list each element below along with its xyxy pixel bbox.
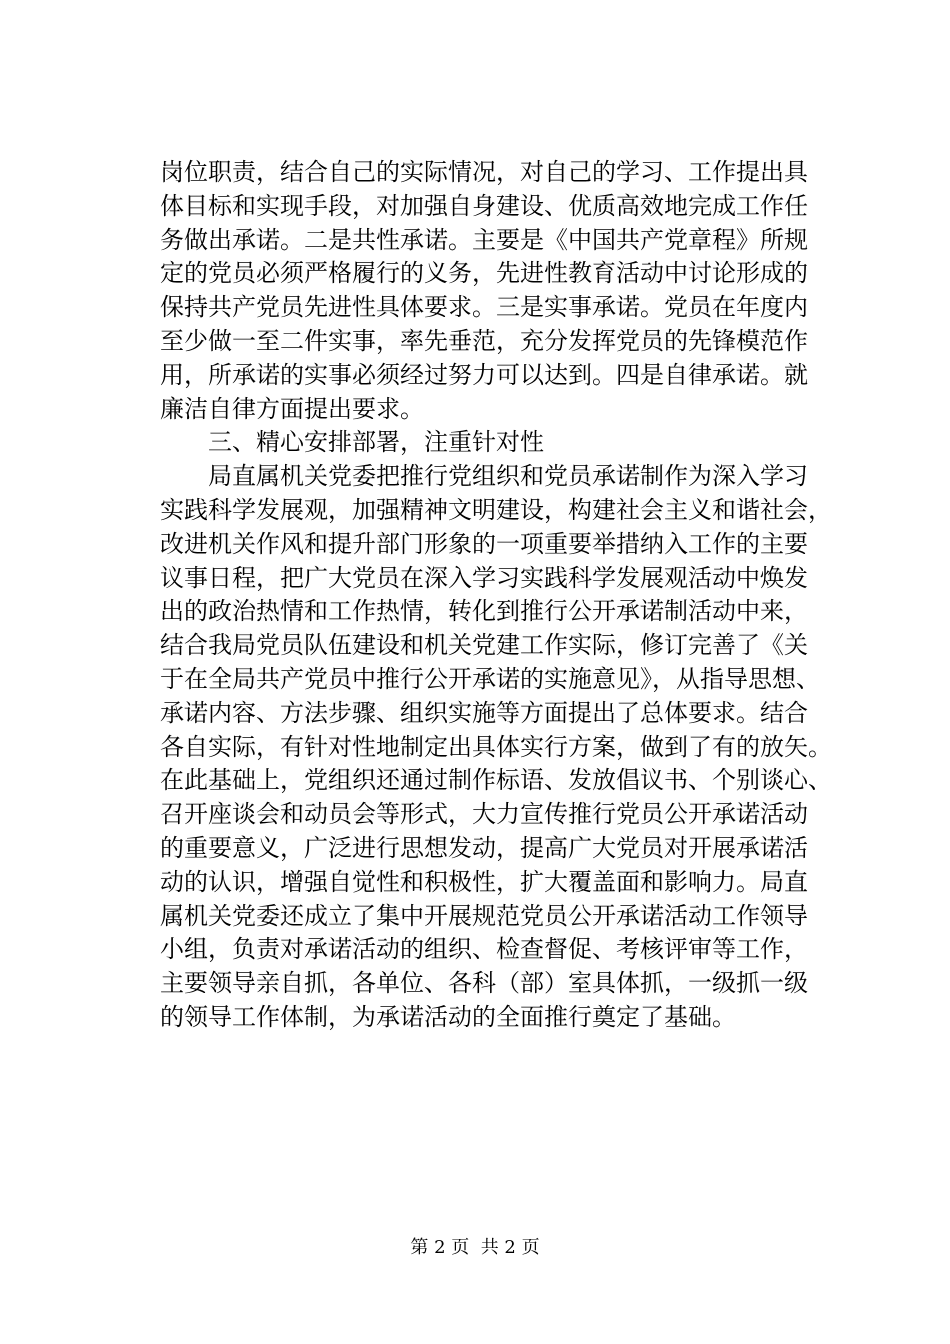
page-number: 第 2 页 共 2 页	[410, 1237, 540, 1258]
text-line: 的重要意义，广泛进行思想发动，提高广大党员对开展承诺活	[160, 833, 808, 862]
text-line: 于在全局共产党员中推行公开承诺的实施意见》，从指导思想、	[160, 664, 820, 693]
text-line: 动的认识，增强自觉性和积极性，扩大覆盖面和影响力。局直	[160, 867, 808, 896]
text-line: 廉洁自律方面提出要求。	[160, 394, 424, 423]
text-line: 至少做一至二件实事，率先垂范，充分发挥党员的先锋模范作	[160, 326, 808, 355]
text-line: 体目标和实现手段，对加强自身建设、优质高效地完成工作任	[160, 191, 808, 220]
body-text	[160, 156, 832, 1035]
section-heading: 三、精心安排部署，注重针对性	[208, 428, 544, 457]
text-line: 主要领导亲自抓，各单位、各科（部）室具体抓，一级抓一级	[160, 969, 808, 998]
text-line: 定的党员必须严格履行的义务，先进性教育活动中讨论形成的	[160, 259, 808, 288]
text-line: 用，所承诺的实事必须经过努力可以达到。四是自律承诺。就	[160, 360, 808, 389]
text-line: 保持共产党员先进性具体要求。三是实事承诺。党员在年度内	[160, 293, 808, 322]
text-line: 务做出承诺。二是共性承诺。主要是《中国共产党章程》所规	[160, 225, 808, 254]
text-line: 承诺内容、方法步骤、组织实施等方面提出了总体要求。结合	[160, 698, 808, 727]
text-line: 召开座谈会和动员会等形式，大力宣传推行党员公开承诺活动	[160, 800, 808, 829]
text-line: 小组，负责对承诺活动的组织、检查督促、考核评审等工作，	[160, 935, 808, 964]
text-line: 实践科学发展观，加强精神文明建设，构建社会主义和谐社会，	[160, 495, 832, 524]
text-line: 出的政治热情和工作热情，转化到推行公开承诺制活动中来，	[160, 597, 808, 626]
text-line: 岗位职责，结合自己的实际情况，对自己的学习、工作提出具	[160, 158, 808, 186]
text-line: 议事日程，把广大党员在深入学习实践科学发展观活动中焕发	[160, 563, 808, 592]
text-line: 结合我局党员队伍建设和机关党建工作实际，修订完善了《关	[160, 631, 808, 660]
text-line: 属机关党委还成立了集中开展规范党员公开承诺活动工作领导	[160, 901, 808, 930]
text-line: 局直属机关党委把推行党组织和党员承诺制作为深入学习	[208, 462, 808, 491]
text-line: 在此基础上，党组织还通过制作标语、发放倡议书、个别谈心、	[160, 766, 832, 795]
text-line: 各自实际，有针对性地制定出具体实行方案，做到了有的放矢。	[160, 732, 832, 761]
text-line: 改进机关作风和提升部门形象的一项重要举措纳入工作的主要	[160, 529, 808, 558]
text-line: 的领导工作体制，为承诺活动的全面推行奠定了基础。	[160, 1002, 736, 1031]
page-footer	[0, 1236, 950, 1260]
